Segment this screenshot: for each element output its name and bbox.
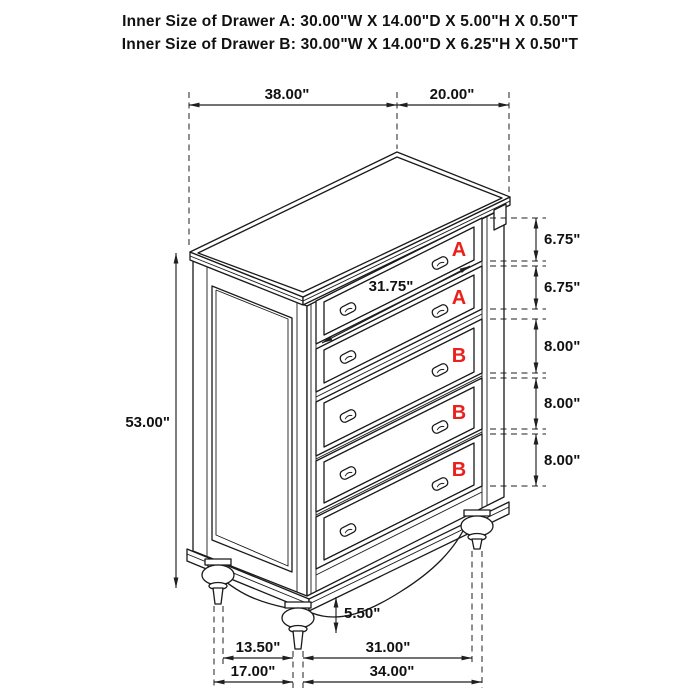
drawer-1-letter: A	[451, 239, 467, 261]
drawer-b-inner-size-note: Inner Size of Drawer B: 30.00"W X 14.00"D X 6.25"H X 0.50"T	[121, 36, 579, 53]
dim-overall-height	[125, 253, 176, 588]
dim-top-width-label: 38.00"	[264, 86, 310, 103]
dim-drawer-face-width-label: 31.75"	[368, 278, 414, 295]
dim-leg-height-label: 5.50"	[344, 605, 381, 622]
chest-body	[187, 152, 510, 649]
dim-base-depth-label: 17.00"	[230, 663, 276, 680]
drawer-3-letter: B	[451, 345, 467, 367]
dim-top-depth-label: 20.00"	[429, 86, 475, 103]
drawer-4-letter: B	[451, 402, 467, 424]
dim-foot-span-depth-label: 13.50"	[235, 639, 281, 656]
dim-drawer3-height-label: 8.00"	[544, 338, 581, 355]
dim-leg-height	[336, 597, 380, 633]
dim-overall-height-label: 53.00"	[125, 414, 170, 431]
dim-drawer1-height-label: 6.75"	[544, 231, 581, 248]
dim-drawer2-height-label: 6.75"	[544, 279, 581, 296]
dim-drawer4-height-label: 8.00"	[544, 395, 581, 412]
right-front-foot	[461, 510, 493, 549]
dim-foot-span-width-label: 31.00"	[365, 639, 411, 656]
drawer-5-letter: B	[451, 459, 467, 481]
dim-base-width-label: 34.00"	[369, 663, 415, 680]
left-side-panel	[193, 261, 307, 596]
drawer-2-letter: A	[451, 287, 467, 309]
drawer-a-inner-size-note: Inner Size of Drawer A: 30.00"W X 14.00"D X 5.00"H X 0.50"T	[122, 13, 578, 30]
dim-drawer5-height-label: 8.00"	[544, 452, 581, 469]
